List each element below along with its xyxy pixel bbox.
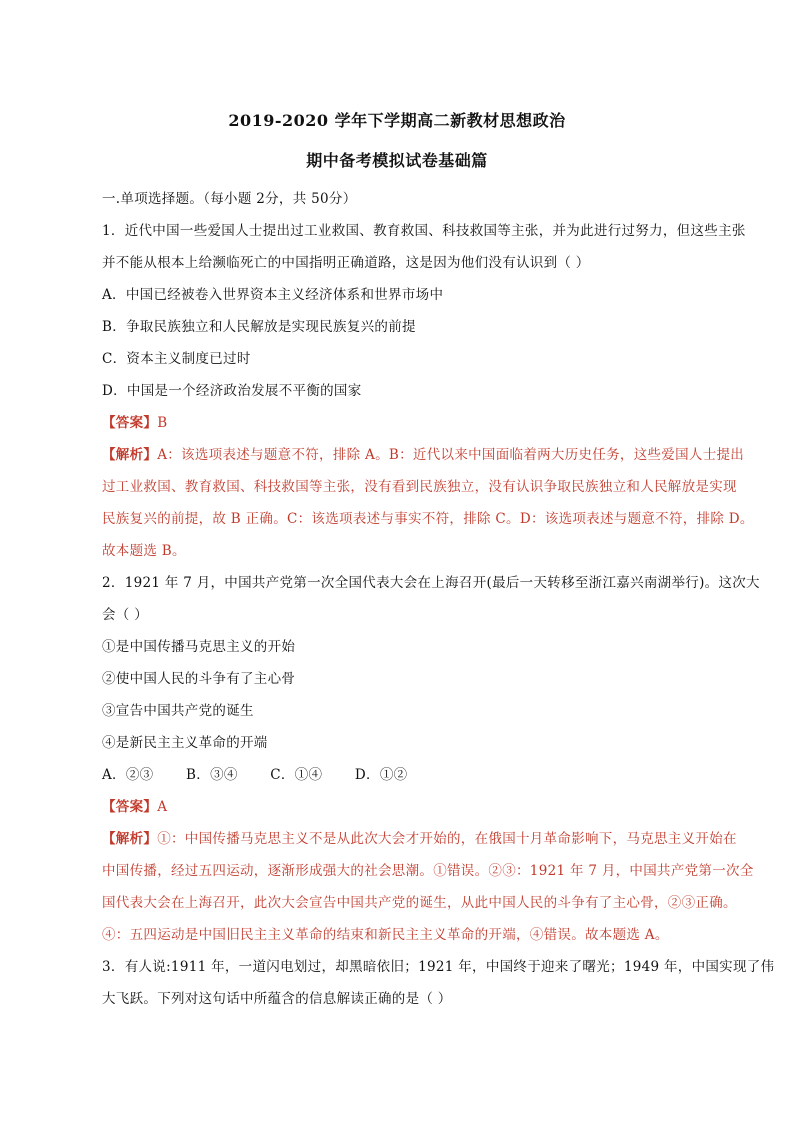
q1-answer [102, 411, 167, 431]
answer-value: B [157, 415, 168, 431]
q2-answer [102, 795, 167, 815]
q2-analysis-line1 [102, 827, 737, 847]
q2-item-3: ③宣告中国共产党的诞生 [102, 703, 254, 719]
q1-stem-line1: 1．近代中国一些爱国人士提出过工业救国、教育救国、科技救国等主张，并为此进行过努力，但这些主张 [102, 223, 746, 239]
analysis-text: ①：中国传播马克思主义不是从此次大会才开始的，在俄国十月革命影响下，马克思主义开始在 [157, 831, 737, 847]
q2-analysis-line3: 国代表大会在上海召开，此次大会宣告中国共产党的诞生，从此中国人民的斗争有了主心骨，②③正确。 [102, 895, 737, 911]
q1-analysis-line1 [102, 443, 744, 463]
q2-item-4: ④是新民主主义革命的开端 [102, 735, 268, 751]
q2-options [102, 763, 407, 783]
q2-analysis-line2: 中国传播，经过五四运动，逐渐形成强大的社会思潮。①错误。②③：1921 年 7 月，中国共产党第一次全 [102, 863, 754, 879]
document-subtitle: 期中备考模拟试卷基础篇 [306, 151, 488, 170]
answer-label: 【答案】 [102, 415, 158, 431]
q2-stem-line1: 2．1921 年 7 月，中国共产党第一次全国代表大会在上海召开(最后一天转移至浙江嘉兴南湖举行)。这次大 [102, 575, 760, 591]
q2-option-d: D．①② [354, 767, 408, 783]
q1-option-a: A．中国已经被卷入世界资本主义经济体系和世界市场中 [102, 287, 444, 303]
q3-stem-line1: 3．有人说:1911 年，一道闪电划过，却黑暗依旧；1921 年，中国终于迎来了曙光；1949 年，中国实现了伟 [102, 959, 775, 975]
analysis-label: 【解析】 [102, 831, 158, 847]
section-heading: 一.单项选择题。（每小题 2分，共 50分） [102, 191, 357, 207]
q1-analysis-line4: 故本题选 B。 [102, 543, 186, 559]
q1-option-c: C．资本主义制度已过时 [102, 351, 251, 367]
q1-analysis-line3: 民族复兴的前提，故 B 正确。C：该选项表述与事实不符，排除 C。D：该选项表述与题意不符，排除 D。 [102, 511, 754, 527]
answer-value: A [157, 799, 168, 815]
q2-option-c: C．①④ [270, 767, 323, 783]
q2-item-2: ②使中国人民的斗争有了主心骨 [102, 671, 296, 687]
document-title: 2019-2020 学年下学期高二新教材思想政治 [228, 111, 566, 130]
q1-analysis-line2: 过工业救国、教育救国、科技救国等主张，没有看到民族独立，没有认识争取民族独立和人民解放是实现 [102, 479, 737, 495]
q3-stem-line2: 大飞跃。下列对这句话中所蕴含的信息解读正确的是（ ） [102, 991, 452, 1007]
q1-option-b: B．争取民族独立和人民解放是实现民族复兴的前提 [102, 319, 416, 335]
q2-stem-line2: 会（ ） [102, 607, 148, 623]
analysis-label: 【解析】 [102, 447, 158, 463]
analysis-text: A：该选项表述与题意不符，排除 A。B：近代以来中国面临着两大历史任务，这些爱国人士提出 [157, 447, 745, 463]
q2-analysis-line4: ④：五四运动是中国旧民主主义革命的结束和新民主主义革命的开端，④错误。故本题选 A。 [102, 927, 669, 943]
q1-stem-line2: 并不能从根本上给濒临死亡的中国指明正确道路，这是因为他们没有认识到（ ） [102, 255, 590, 271]
q1-option-d: D．中国是一个经济政治发展不平衡的国家 [102, 383, 362, 399]
q2-option-b: B．③④ [186, 767, 238, 783]
q2-option-a: A．②③ [102, 767, 154, 783]
answer-label: 【答案】 [102, 799, 158, 815]
q2-item-1: ①是中国传播马克思主义的开始 [102, 639, 296, 655]
